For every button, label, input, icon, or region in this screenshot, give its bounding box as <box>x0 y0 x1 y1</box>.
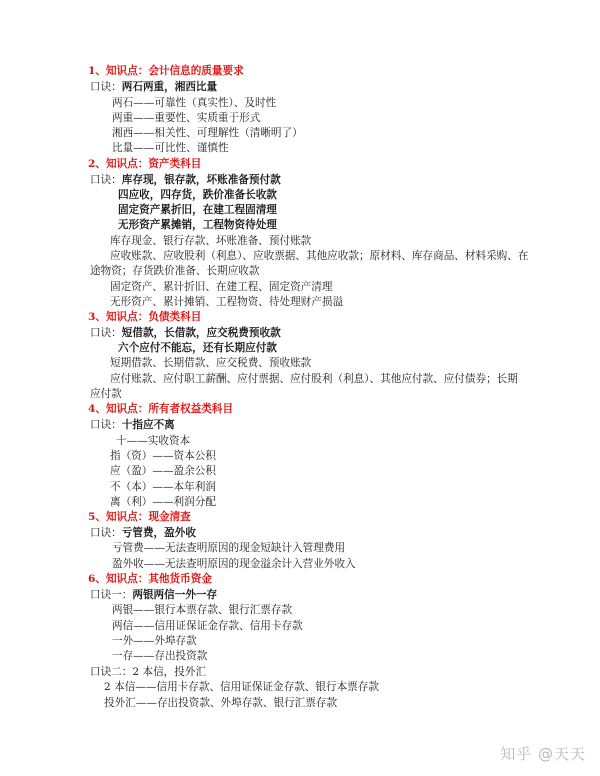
section-3-detail: 短期借款、长期借款、应交税费、预收账款 <box>110 357 312 369</box>
section-6-mnemonic <box>90 588 217 602</box>
section-2-mnemonic-line: 四应收，四存货，跌价准备长收款 <box>118 189 277 201</box>
section-1-detail: 两石——可靠性（真实性）、及时性 <box>112 97 277 109</box>
section-2-detail: 库存现金、银行存款、坏账准备、预付账款 <box>110 235 312 247</box>
section-3-mnemonic <box>90 326 281 340</box>
section-2-heading: 2、知识点：资产类科目 <box>88 158 202 170</box>
section-2-mnemonic <box>90 173 281 187</box>
section-6-detail: 一存——存出投资款 <box>112 650 208 662</box>
mnemonic-label: 口诀： <box>90 419 122 431</box>
section-6-detail-2: 2 本信——信用卡存款、信用证保证金存款、银行本票存款 <box>104 681 379 693</box>
mnemonic-text: 两石两重，湘西比量 <box>121 81 218 93</box>
section-2-mnemonic-line: 固定资产累折旧，在建工程固清理 <box>118 204 277 216</box>
section-4-mnemonic <box>90 418 175 432</box>
section-2-detail: 应收账款、应收股利（利息）、应收票据、其他应收款；原材料、库存商品、材料采购、在 <box>110 250 529 262</box>
section-6-detail: 一外——外埠存款 <box>112 635 197 647</box>
section-4-detail: 离（利）——利润分配 <box>110 496 216 508</box>
section-5-detail: 亏管费——无法查明原因的现金短缺计入管理费用 <box>112 542 346 554</box>
section-3-detail: 应付款 <box>90 388 122 400</box>
mnemonic-text: 两银两信一外一存 <box>132 589 218 601</box>
section-5-detail: 盈外收——无法查明原因的现金溢余计入营业外收入 <box>112 558 356 570</box>
section-4-detail: 十——实收资本 <box>116 435 191 447</box>
section-4-detail: 指（资）——资本公积 <box>110 450 216 462</box>
section-1-detail: 两重——重要性、实质重于形式 <box>112 112 261 124</box>
mnemonic-text: 2 本信，投外汇 <box>132 666 207 678</box>
source-watermark: 知乎 @天天 <box>500 745 586 763</box>
section-2-mnemonic-line: 无形资产累摊销，工程物资待处理 <box>118 219 277 231</box>
mnemonic-label: 口诀： <box>90 327 122 339</box>
section-4-detail: 不（本）——本年利润 <box>110 481 216 493</box>
section-2-detail: 固定资产、累计折旧、在建工程、固定资产清理 <box>110 281 333 293</box>
section-6-mnemonic-2 <box>90 665 206 679</box>
section-5-mnemonic <box>90 526 196 540</box>
section-6-detail: 两信——信用证保证金存款、信用卡存款 <box>112 620 303 632</box>
mnemonic-label: 口诀： <box>90 527 122 539</box>
section-4-detail: 应（盈）——盈余公积 <box>110 465 216 477</box>
mnemonic-label: 口诀一： <box>90 589 133 601</box>
section-3-heading: 3、知识点：负债类科目 <box>88 311 202 323</box>
mnemonic-text: 库存现，银存款，坏账准备预付款 <box>121 174 281 186</box>
mnemonic-text: 十指应不离 <box>121 419 175 431</box>
section-4-heading: 4、知识点：所有者权益类科目 <box>88 403 234 415</box>
mnemonic-label: 口诀： <box>90 81 122 93</box>
section-1-detail: 比量——可比性、谨慎性 <box>112 142 229 154</box>
section-2-detail: 无形资产、累计摊销、工程物资、待处理财产损溢 <box>110 296 344 308</box>
section-6-heading: 6、知识点：其他货币资金 <box>88 573 212 585</box>
section-1-mnemonic <box>90 80 217 94</box>
section-1-detail: 湘西——相关性、可理解性（清晰明了） <box>112 127 303 139</box>
mnemonic-text: 短借款，长借款，应交税费预收款 <box>121 327 281 339</box>
section-6-detail-2: 投外汇——存出投资款、外埠存款、银行汇票存款 <box>104 697 338 709</box>
mnemonic-label: 口诀二： <box>90 666 133 678</box>
section-2-detail: 途物资；存货跌价准备、长期应收款 <box>90 265 260 277</box>
section-3-detail: 应付账款、应付职工薪酬、应付票据、应付股利（利息）、其他应付款、应付债券；长期 <box>110 373 518 385</box>
section-3-mnemonic-line: 六个应付不能忘，还有长期应付款 <box>118 342 277 354</box>
mnemonic-text: 亏管费，盈外收 <box>121 527 196 539</box>
mnemonic-label: 口诀： <box>90 174 122 186</box>
section-1-heading: 1、知识点：会计信息的质量要求 <box>88 65 244 77</box>
section-5-heading: 5、知识点：现金清查 <box>88 511 191 523</box>
section-6-detail: 两银——银行本票存款、银行汇票存款 <box>112 604 293 616</box>
